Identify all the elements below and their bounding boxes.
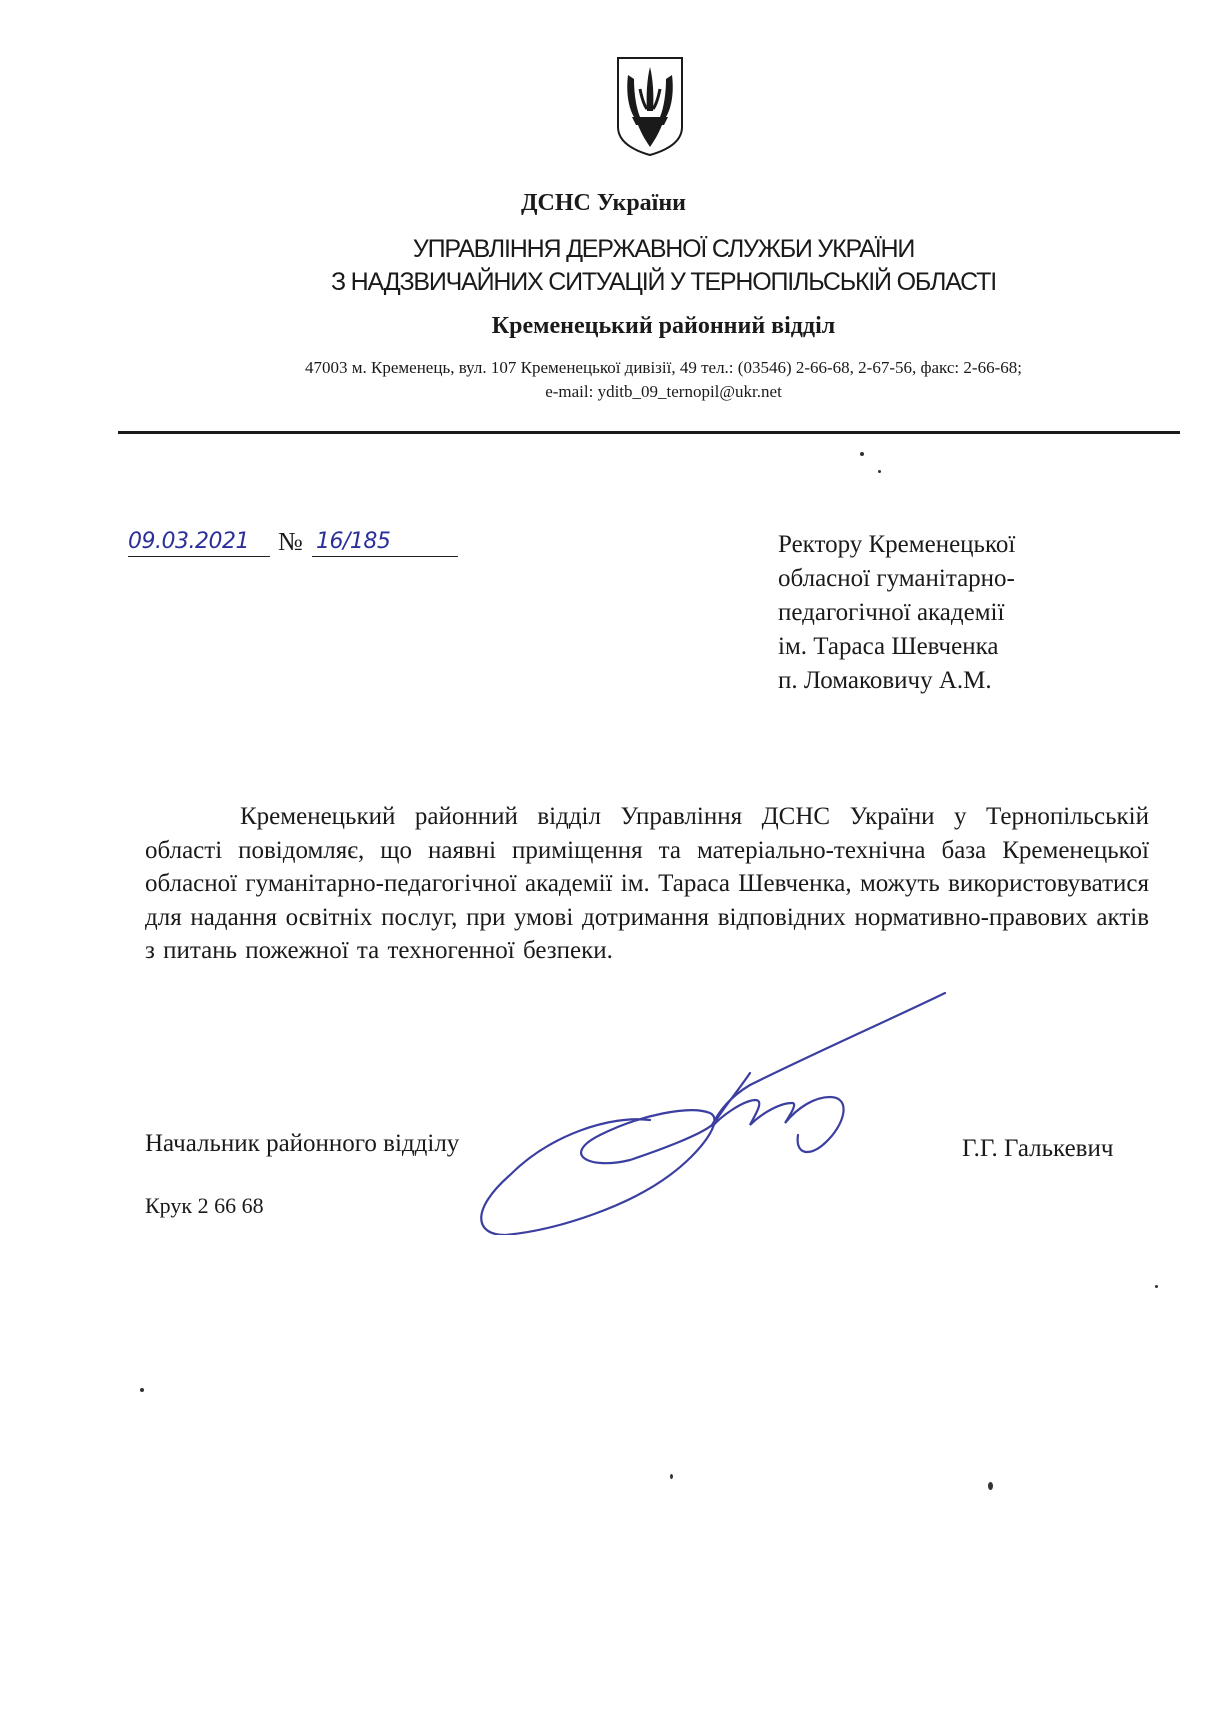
scan-speck bbox=[988, 1482, 993, 1490]
letterhead-divider bbox=[118, 431, 1180, 434]
recipient-line: ім. Тараса Шевченка bbox=[778, 633, 999, 660]
agency-name-line-1: УПРАВЛІННЯ ДЕРЖАВНОЇ СЛУЖБИ УКРАЇНИ bbox=[412, 235, 915, 263]
email-line: e-mail: yditb_09_ternopil@ukr.net bbox=[545, 382, 782, 401]
handwritten-signature bbox=[480, 985, 960, 1235]
registration-number: 16/185 bbox=[316, 529, 391, 554]
scan-speck bbox=[860, 452, 864, 456]
registration-number-field bbox=[312, 526, 458, 557]
recipient-line: п. Ломаковичу А.М. bbox=[778, 667, 992, 694]
agency-name-line-2: З НАДЗВИЧАЙНИХ СИТУАЦІЙ У ТЕРНОПІЛЬСЬКІЙ ОБЛАСТІ bbox=[331, 268, 996, 296]
division-name: Кременецький районний відділ bbox=[491, 313, 836, 339]
recipient-line: Ректору Кременецької bbox=[778, 531, 1016, 558]
scan-speck bbox=[878, 470, 881, 473]
number-sign: № bbox=[278, 527, 303, 556]
trident-emblem-icon bbox=[614, 55, 686, 157]
recipient-block bbox=[778, 528, 1015, 698]
recipient-line: педагогічної академії bbox=[778, 599, 1005, 626]
scan-speck bbox=[670, 1474, 673, 1479]
address-line: 47003 м. Кременець, вул. 107 Кременецької дивізії, 49 тел.: (03546) 2-66-68, 2-67-56, факс: 2-66-68; bbox=[305, 358, 1022, 377]
registration-date: 09.03.2021 bbox=[128, 529, 249, 554]
recipient-line: обласної гуманітарно- bbox=[778, 565, 1015, 592]
registration-date-field bbox=[128, 526, 270, 557]
signatory-name: Г.Г. Галькевич bbox=[962, 1135, 1114, 1162]
letter-body-paragraph: Кременецький районний відділ Управління ДСНС України у Тернопільській області повідомляє, що наявні приміщення та матеріально-технічна база Кременецької обласної гуманітарно-педагогічної академії ім. Тараса Шевченка, можуть використовуватися для надання освітніх послуг, при умові дотримання відповідних нормативно-правових актів з питань пожежної та техногенної безпеки. bbox=[145, 803, 1149, 964]
scan-speck bbox=[1155, 1285, 1158, 1288]
signatory-role: Начальник районного відділу bbox=[145, 1130, 460, 1157]
executor-contact: Крук 2 66 68 bbox=[145, 1193, 264, 1218]
scan-speck bbox=[140, 1388, 144, 1392]
organization-short-name: ДСНС України bbox=[521, 190, 686, 216]
